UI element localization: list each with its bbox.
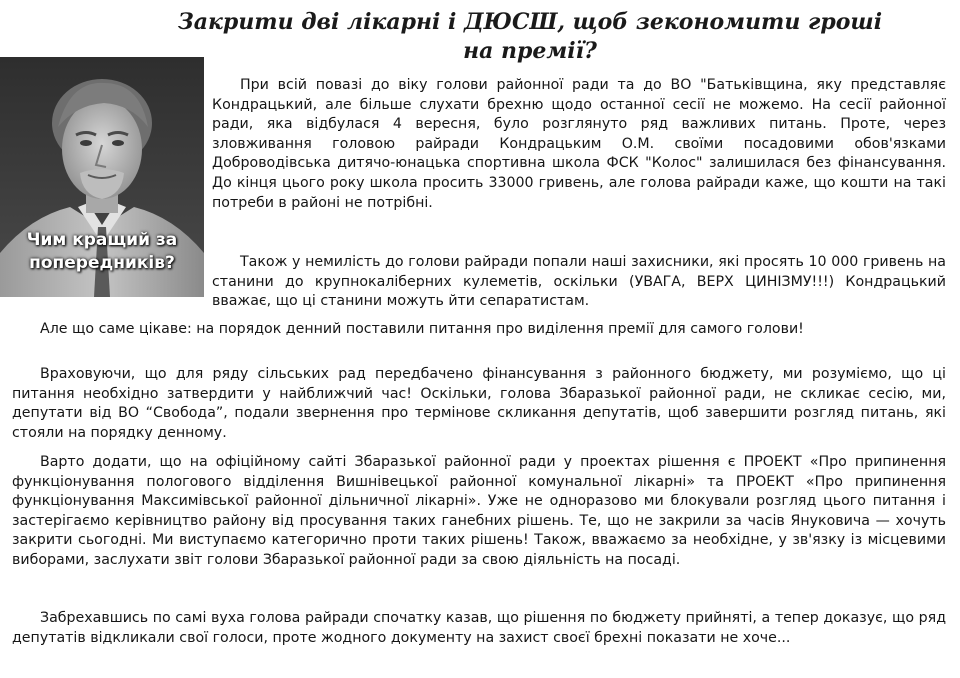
article-title: Закрити дві лікарні і ДЮСШ, щоб зекономити гроші на премії? [177, 9, 883, 64]
article-paragraph-5: Варто додати, що на офіційному сайті Збаразької районної ради у проектах рішення є ПРОЕКТ «Про припинення функціонування пологового відділення Вишнівецької районної комунальної лікарні» та ПРОЕКТ «Про припинення функціонування Максимівської районної дільничної лікарні». Уже не одноразово ми блокували розгляд цього питання і застерігаємо керівництво району від просування таких ганебних рішень. Те, що не закрили за часів Януковича — хочуть закрити сьогодні. Ми виступаємо категорично проти таких рішень! Також, вважаємо за необхідне, у зв'язку із місцевими виборами, заслухати звіт голови Збаразької районної ради за свою діяльність на посаді. [12, 454, 946, 568]
photo-caption-line-1: Чим кращий за [26, 230, 178, 250]
article-paragraph-3: Але що саме цікаве: на порядок денний поставили питання про виділення премії для самого голови! [40, 321, 804, 337]
article-paragraph-2: Також у немилість до голови райради попали наші захисники, які просять 10 000 гривень на станини до крупнокаліберних кулеметів, оскільки (УВАГА, ВЕРХ ЦИНІЗМУ!!!) Кондрацький вважає, що ці станини можуть йти сепаратистам. [212, 254, 946, 310]
article-paragraph-6: Забрехавшись по самі вуха голова райради спочатку казав, що рішення по бюджету прийняті, а тепер доказує, що ряд депутатів відкликали свої голоси, проте жодного документу на захист своєї брехні показати не хоче... [12, 610, 946, 646]
photo-caption-line-2: попередників? [29, 253, 175, 273]
portrait-photo [0, 57, 204, 297]
article-paragraph-1: При всій повазі до віку голови районної ради та до ВО "Батьківщина, яку представляє Кондрацький, але більше слухати брехню щодо останної сесії не можемо. На сесії районної ради, яка відбулася 4 вересня, було розглянуто ряд важливих питань. Проте, через зловживання головою райради Кондрацьким О.М. своїми посадовими обов'язками Доброводівська дитячо-юнацька спортивна школа ФСК "Колос" залишилася без фінансування. До кінця цього року школа просить 33000 гривень, але голова райради каже, що кошти на такі потреби в районі не потрібні. [212, 77, 946, 211]
article-paragraph-4: Враховуючи, що для ряду сільських рад передбачено фінансування з районного бюджету, ми розуміємо, що ці питання необхідно затвердити у найближчий час! Оскільки, голова Збаразької районної ради, не скликає сесію, ми, депутати від ВО “Свобода”, подали звернення про термінове скликання депутатів, щоб завершити розгляд питань, які стояли на порядку денному. [12, 366, 946, 441]
photo-caption [0, 229, 204, 275]
